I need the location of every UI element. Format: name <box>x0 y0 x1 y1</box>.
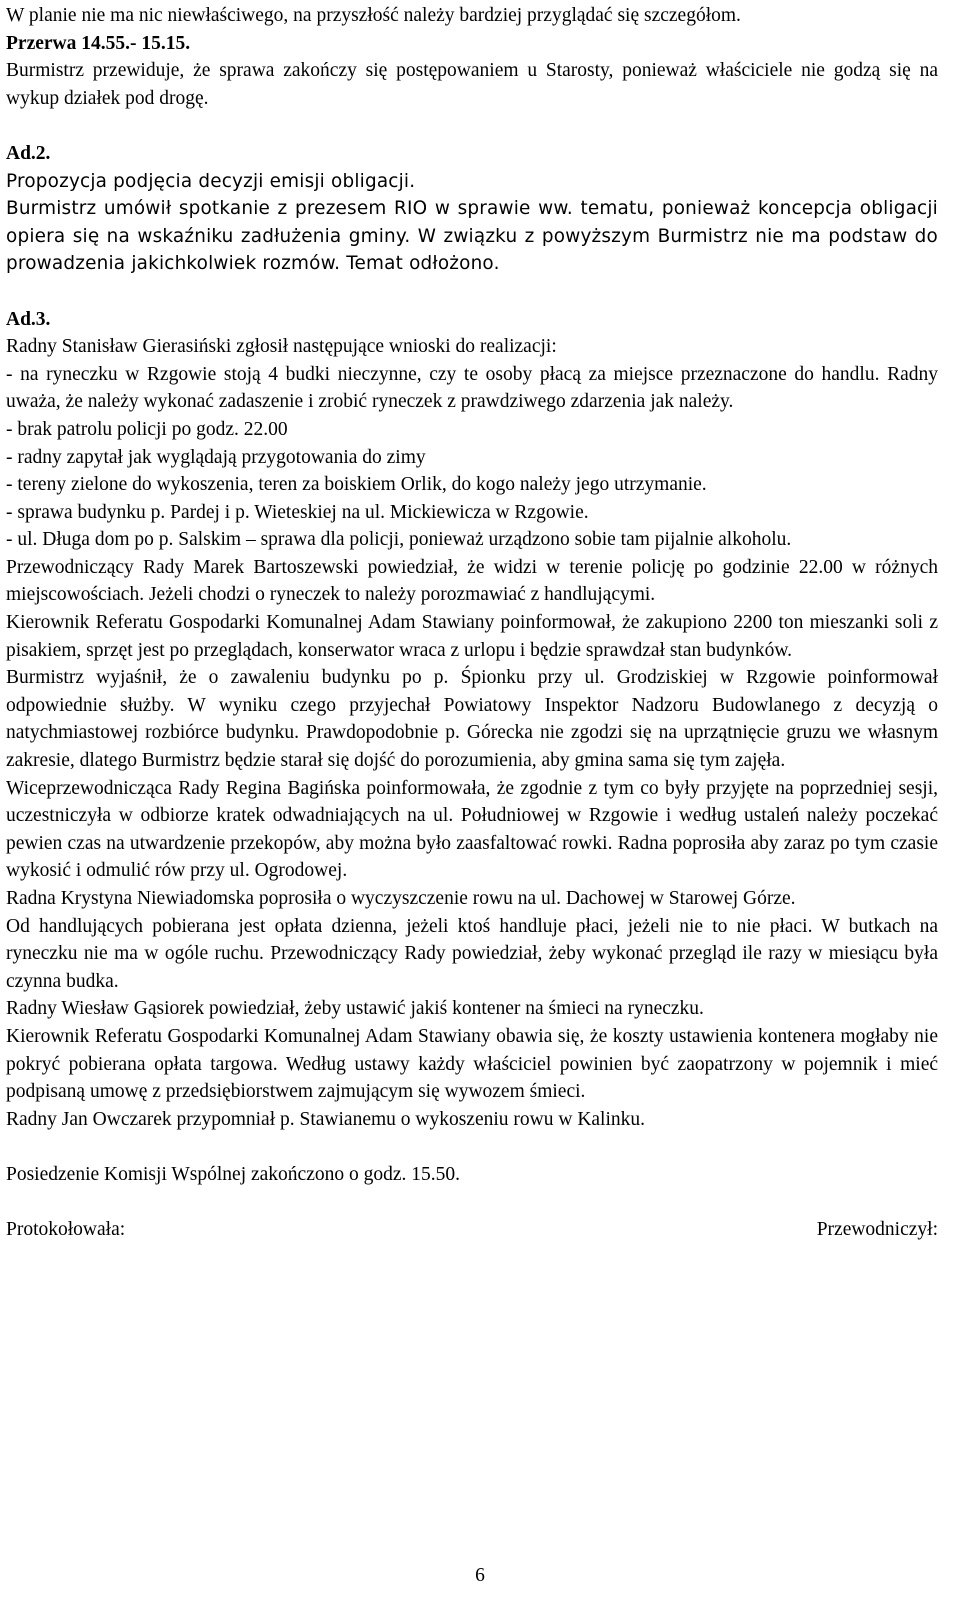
ad3-paragraph: Kierownik Referatu Gospodarki Komunalnej Adam Stawiany poinformował, że zakupiono 2200 ton mieszanki soli z pisakiem, sprzęt jest po przeglądach, konserwator wraca z urlopu i będzie sprawdzał stan budynków. <box>6 612 938 661</box>
spacer <box>6 1189 938 1217</box>
ad3-paragraph: Kierownik Referatu Gospodarki Komunalnej Adam Stawiany obawia się, że koszty ustawienia kontenera mogłaby nie pokryć pobierana opłata targowa. Według ustawy każdy właściciel powinien być zaopatrzony w pojemnik i mieć podpisaną umowę z przedsiębiorstwem zajmującym się wywozem śmieci. <box>6 1025 938 1103</box>
document-page <box>6 2 938 1244</box>
spacer <box>6 112 938 140</box>
ad3-paragraph: - brak patrolu policji po godz. 22.00 <box>6 418 288 440</box>
ad3-paragraph: Od handlujących pobierana jest opłata dzienna, jeżeli ktoś handluje płaci, jeżeli nie to nie płaci. W butkach na ryneczku nie ma w ogóle ruchu. Przewodniczący Rady powiedział, żeby wykonać przegląd ile razy w miesiącu była czynna budka. <box>6 915 938 992</box>
spacer <box>6 278 938 306</box>
paragraph-starosta: Burmistrz przewiduje, że sprawa zakończy się postępowaniem u Starosty, ponieważ właściciele nie godzą się na wykup działek pod drogę. <box>6 60 938 109</box>
ad3-paragraph: Radny Jan Owczarek przypomniał p. Stawianemu o wykoszeniu rowu w Kalinku. <box>6 1108 646 1130</box>
ad3-paragraph: - tereny zielone do wykoszenia, teren za boiskiem Orlik, do kogo należy jego utrzymanie. <box>6 474 707 496</box>
ad3-paragraph: Burmistrz wyjaśnił, że o zawaleniu budynku po p. Śpionku przy ul. Grodziskiej w Rzgowie poinformował odpowiednie służby. W wyniku czego przyjechał Powiatowy Inspektor Nadzoru Budowlanego z decyzją o natychmiastowej rozbiórce budynku. Prawdopodobnie p. Górecka nie zgodzi się na uprzątnięcie gruzu we własnym zakresie, dlatego Burmistrz będzie starał się dojść do porozumienia, aby gmina sama się tym zajęła. <box>6 667 938 772</box>
closing-statement: Posiedzenie Komisji Wspólnej zakończono o godz. 15.50. <box>6 1163 461 1185</box>
spacer <box>6 1133 938 1161</box>
ad3-paragraph: - radny zapytał jak wyglądają przygotowania do zimy <box>6 446 426 468</box>
signature-row <box>6 1216 938 1244</box>
paragraph-plan: W planie nie ma nic niewłaściwego, na przyszłość należy bardziej przyglądać się szczegółom. <box>6 5 741 26</box>
break-time: Przerwa 14.55.- 15.15. <box>6 32 191 54</box>
ad3-paragraph: Radna Krystyna Niewiadomska poprosiła o wyczyszczenie rowu na ul. Dachowej w Starowej Górze. <box>6 888 796 909</box>
section-heading-ad2: Ad.2. <box>6 142 51 164</box>
section-heading-ad3: Ad.3. <box>6 308 51 330</box>
ad3-paragraph: - sprawa budynku p. Pardej i p. Wieteskiej na ul. Mickiewicza w Rzgowie. <box>6 501 589 523</box>
section-title-ad2: Propozycja podjęcia decyzji emisji obligacji. <box>6 170 416 192</box>
ad3-paragraph: Radny Stanisław Gierasiński zgłosił następujące wnioski do realizacji: <box>6 336 557 358</box>
ad3-paragraph: Wiceprzewodnicząca Rady Regina Bagińska poinformowała, że zgodnie z tym co były przyjęte na poprzedniej sesji, uczestniczyła w odbiorze kratek odwadniających na ul. Południowej w Rzgowie i według ustaleń należy poczekać pewien czas na utwardzenie przekopów, aby można było zaasfaltować rowki. Radna poprosiła aby zaraz po tym czasie wykosić i odmulić rów przy ul. Ogrodowej. <box>6 777 938 882</box>
ad3-paragraph: Radny Wiesław Gąsiorek powiedział, żeby ustawić jakiś kontener na śmieci na ryneczku. <box>6 998 704 1020</box>
ad3-paragraph: - ul. Długa dom po p. Salskim – sprawa dla policji, ponieważ urządzono sobie tam pijalnie alkoholu. <box>6 529 792 551</box>
ad3-paragraph: - na ryneczku w Rzgowie stoją 4 budki nieczynne, czy te osoby płacą za miejsce przeznaczone do handlu. Radny uważa, że należy wykonać zadaszenie i zrobić ryneczek z prawdziwego zdarzenia jak należy. <box>6 363 938 413</box>
signature-left-label: Protokołowała: <box>6 1219 126 1241</box>
page-number: 6 <box>475 1565 485 1586</box>
section-body-ad2: Burmistrz umówił spotkanie z prezesem RIO w sprawie ww. tematu, ponieważ koncepcja obligacji opiera się na wskaźniku zadłużenia gminy. W związku z powyższym Burmistrz nie ma podstaw do prowadzenia jakichkolwiek rozmów. Temat odłożono. <box>6 198 938 275</box>
ad3-paragraph: Przewodniczący Rady Marek Bartoszewski powiedział, że widzi w terenie policję po godzinie 22.00 w różnych miejscowościach. Jeżeli chodzi o ryneczek to należy porozmawiać z handlującymi. <box>6 556 938 606</box>
signature-right-label: Przewodniczył: <box>816 1219 938 1241</box>
